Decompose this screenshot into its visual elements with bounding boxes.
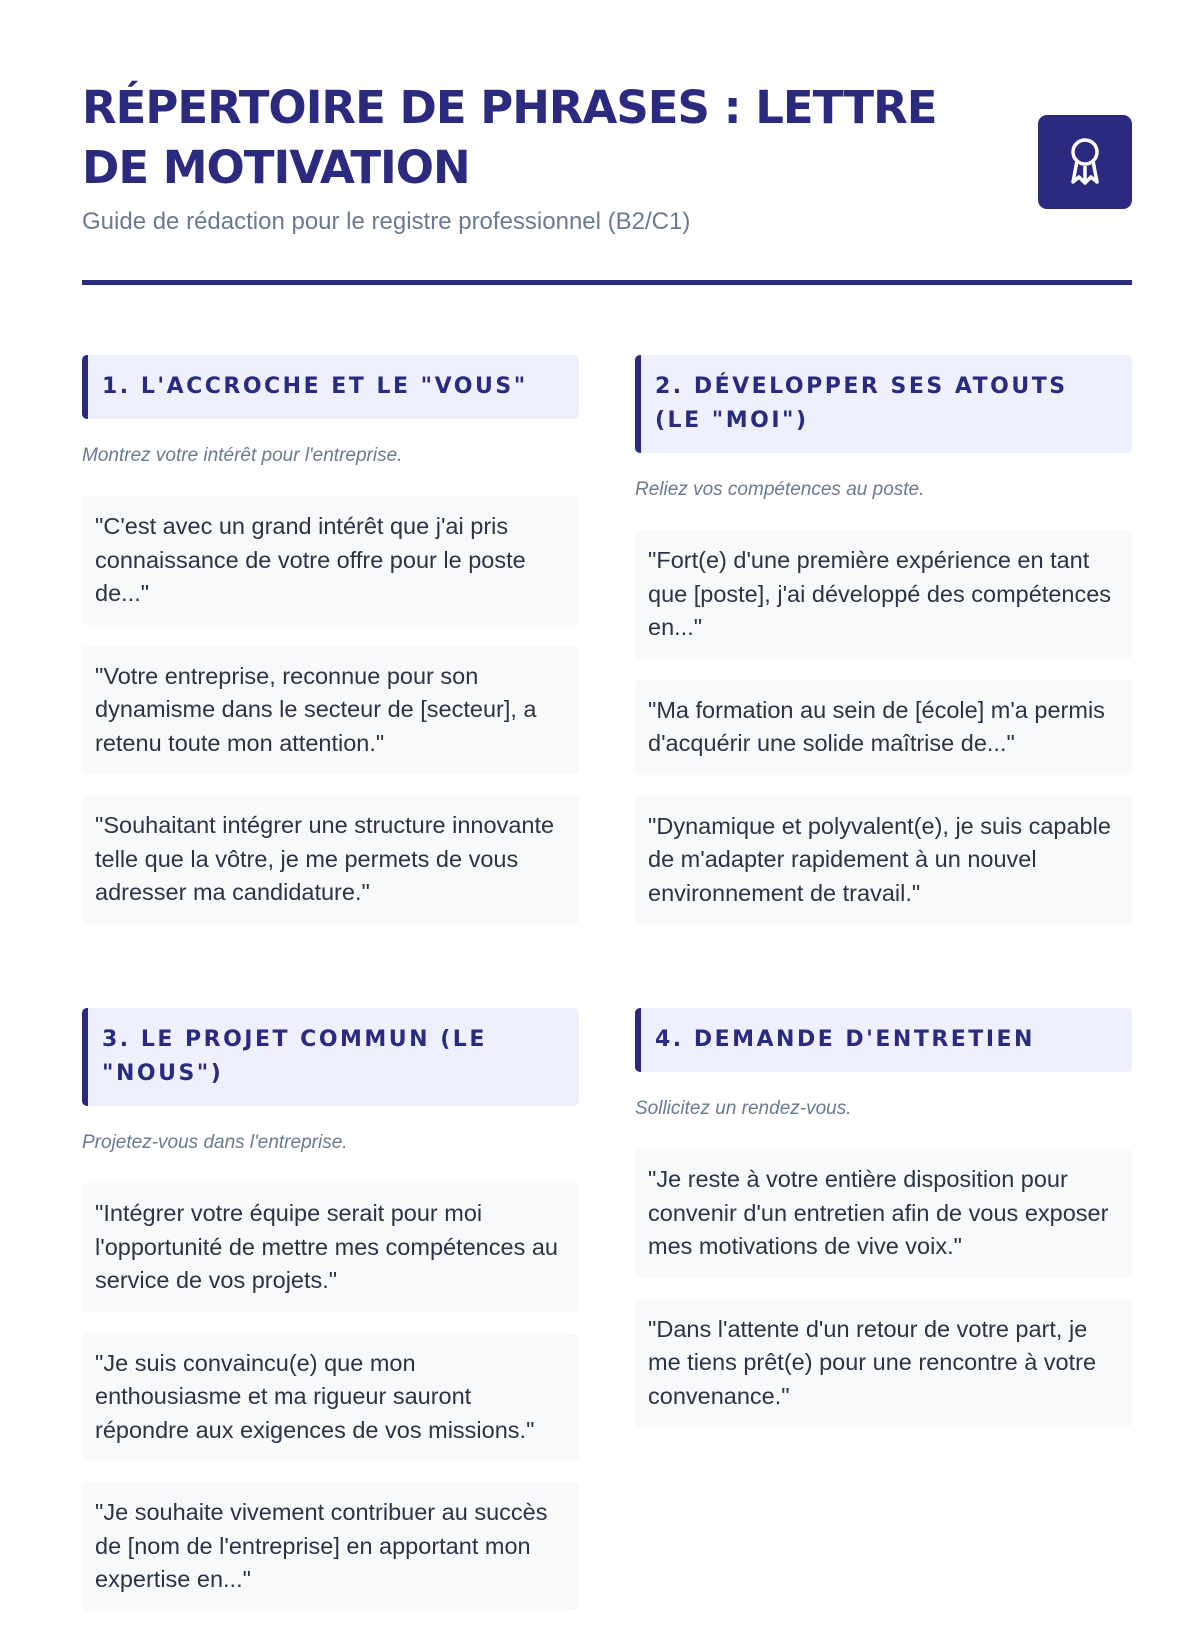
phrase-card: "Intégrer votre équipe serait pour moi l'opportunité de mettre mes compétences au service de vos projets." (82, 1183, 579, 1312)
page-title: RÉPERTOIRE DE PHRASES : LETTRE DE MOTIVATION (82, 81, 937, 194)
award-ribbon-icon (1068, 137, 1102, 187)
phrase-card: "Je souhaite vivement contribuer au succès de [nom de l'entreprise] en apportant mon expertise en..." (82, 1482, 579, 1611)
section-heading: 3. LE PROJET COMMUN (LE "NOUS") (82, 1008, 579, 1106)
section-demande-entretien (635, 1008, 1132, 1448)
award-badge (1038, 115, 1132, 209)
header-divider (82, 280, 1132, 285)
section-accroche (82, 355, 579, 945)
section-hint: Reliez vos compétences au poste. (635, 479, 925, 500)
section-hint: Sollicitez un rendez-vous. (635, 1098, 852, 1119)
section-heading: 4. DEMANDE D'ENTRETIEN (635, 1008, 1132, 1072)
header-text (82, 78, 1002, 236)
phrase-card: "C'est avec un grand intérêt que j'ai pris connaissance de votre offre pour le poste de..." (82, 496, 579, 625)
phrase-card: "Fort(e) d'une première expérience en tant que [poste], j'ai développé des compétences en..." (635, 530, 1132, 659)
phrase-card: "Ma formation au sein de [école] m'a permis d'acquérir une solide maîtrise de..." (635, 680, 1132, 775)
section-projet-commun (82, 1008, 579, 1632)
section-heading: 1. L'ACCROCHE ET LE "VOUS" (82, 355, 579, 419)
section-heading: 2. DÉVELOPPER SES ATOUTS (LE "MOI") (635, 355, 1132, 453)
page-header (82, 78, 1132, 236)
phrase-card: "Je suis convaincu(e) que mon enthousiasme et ma rigueur sauront répondre aux exigences de vos missions." (82, 1333, 579, 1462)
page (82, 78, 1132, 1592)
section-hint: Montrez votre intérêt pour l'entreprise. (82, 445, 403, 466)
sections-grid (82, 355, 1132, 1592)
page-subtitle: Guide de rédaction pour le registre professionnel (B2/C1) (82, 208, 691, 235)
phrase-card: "Je reste à votre entière disposition pour convenir d'un entretien afin de vous exposer mes motivations de vive voix." (635, 1149, 1132, 1278)
phrase-card: "Souhaitant intégrer une structure innovante telle que la vôtre, je me permets de vous adresser ma candidature." (82, 795, 579, 924)
section-atouts (635, 355, 1132, 945)
phrase-card: "Dynamique et polyvalent(e), je suis capable de m'adapter rapidement à un nouvel environnement de travail." (635, 796, 1132, 925)
phrase-card: "Dans l'attente d'un retour de votre part, je me tiens prêt(e) pour une rencontre à votre convenance." (635, 1299, 1132, 1428)
section-hint: Projetez-vous dans l'entreprise. (82, 1132, 348, 1153)
phrase-card: "Votre entreprise, reconnue pour son dynamisme dans le secteur de [secteur], a retenu toute mon attention." (82, 646, 579, 775)
